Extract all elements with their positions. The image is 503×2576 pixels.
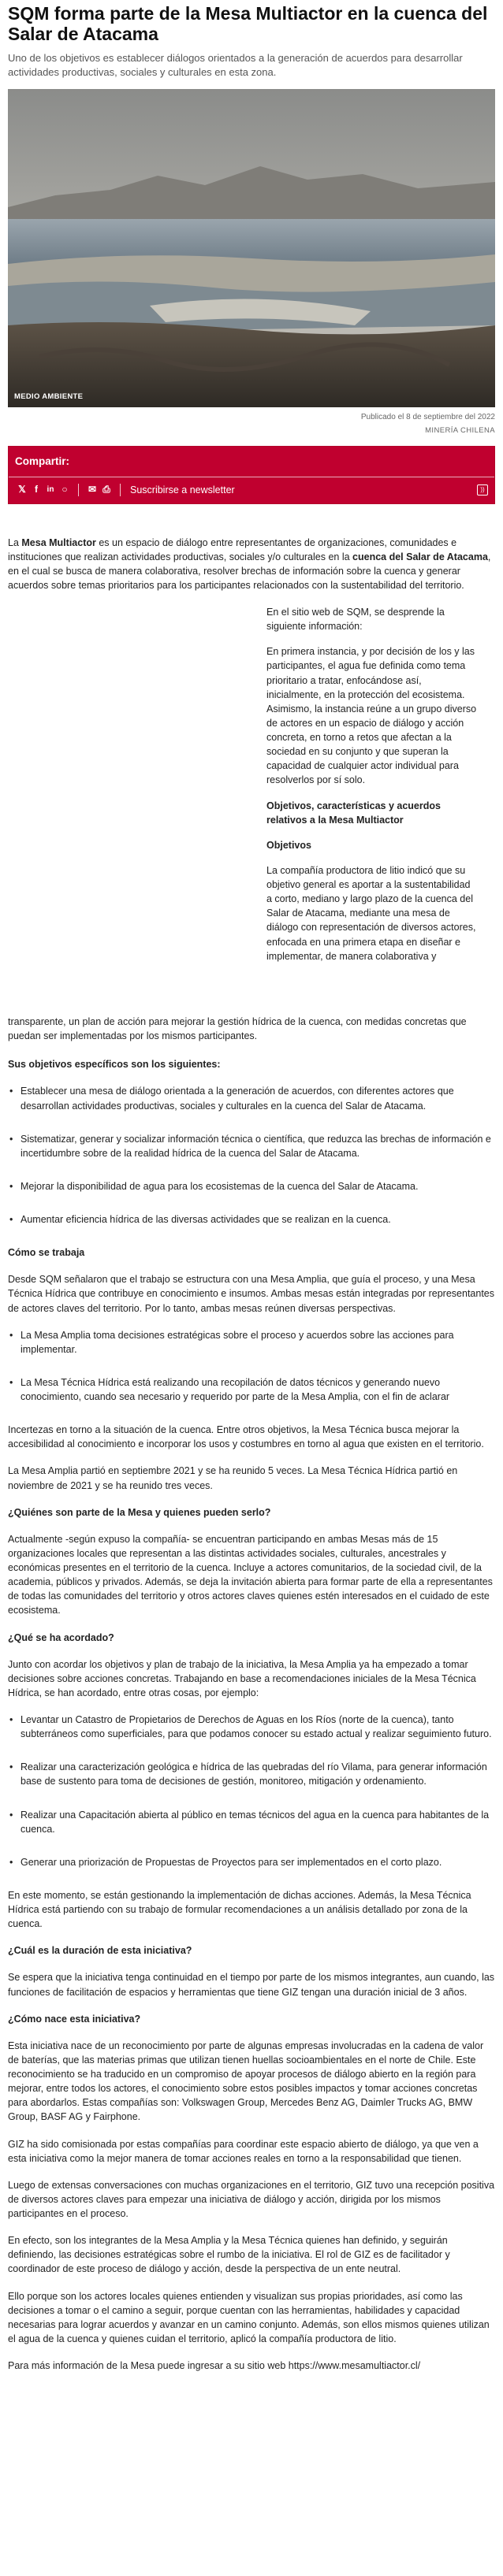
source-label: MINERÍA CHILENA: [425, 425, 495, 435]
paragraph: Luego de extensas conversaciones con muchas organizaciones en el territorio, GIZ tuvo una recepción positiva de diversos actores claves para empezar una iniciativa de diálogo y acción, dirigida por los mismos participantes en el proceso.: [8, 2179, 495, 2220]
list-item: • Realizar una caracterización geológica e hídrica de las quebradas del río Vilama, para generar información base de sustento para toma de decisiones de gestión, monitoreo, mitigación y ordenamiento.: [8, 1760, 495, 1788]
facebook-icon[interactable]: f: [35, 484, 38, 496]
print-icon[interactable]: ⎙: [102, 484, 110, 496]
section-heading: ¿Cuál es la duración de esta iniciativa?: [8, 1945, 192, 1957]
text: cuenca del Salar de Atacama: [352, 551, 488, 562]
share-divider: [120, 484, 121, 496]
hero-photo: [8, 89, 495, 407]
paragraph: En efecto, son los integrantes de la Mesa Amplia y la Mesa Técnica quienes han definido, y seguirán definiendo, las decisiones estratégicas sobre el rumbo de la iniciativa. El rol de GIZ es de facilitador y coordinador de este proceso de diálogo y acción, desde la perspectiva de un ente neutral.: [8, 2235, 450, 2275]
share-box: [8, 446, 495, 504]
share-bar: [9, 477, 494, 503]
paragraph: Esta iniciativa nace de un reconocimiento por parte de algunas empresas involucradas en la cadena de valor de baterías, que las materias primas que utilizan tienen huellas socioambientales en el norte de Chile. Este reconocimiento se ha traducido en un compromiso de apoyar procesos de diálogo abierto en la región para mejorar, entre todos los actores, el conocimiento sobre estos posibles impactos y tomar acciones concretas para abordarlos. Estas compañías son: Volkswagen Group, Mercedes Benz AG, Daimler Trucks AG, BMW Group, BASF AG y Fairphone.: [8, 2040, 484, 2123]
salar-landscape-image: [8, 89, 495, 407]
subheading: Objetivos, características y acuerdos relativos a la Mesa Multiactor: [266, 800, 441, 826]
publish-date: Publicado el 8 de septiembre del 2022: [360, 413, 495, 422]
paragraph: transparente, un plan de acción para mejorar la gestión hídrica de la cuenca, con medidas concretas que puedan ser implementadas por los mismos participantes.: [8, 1016, 467, 1042]
list-item: • Realizar una Capacitación abierta al público en temas técnicos del agua en la cuenca para habitantes de la cuenca.: [8, 1808, 495, 1836]
paragraph: GIZ ha sido comisionada por estas compañías para coordinar este espacio abierto de diálogo, ya que ven a esta iniciativa como la mejor manera de tomar acciones reales en torno a la responsabilidad que tienen.: [8, 2138, 479, 2164]
linkedin-icon[interactable]: in: [47, 484, 54, 494]
list-item: • Aumentar eficiencia hídrica de las diversas actividades que se realizan en la cuenca.: [8, 1212, 495, 1227]
photo-category-tag: MEDIO AMBIENTE: [14, 392, 84, 402]
sqm-quote-box: [266, 605, 478, 963]
whatsapp-icon[interactable]: ○: [61, 484, 68, 496]
list-item: • Establecer una mesa de diálogo orientada a la generación de acuerdos, con diferentes actores que desarrollan actividades productivas, sociales y culturales en la cuenca del Salar de Atacama.: [8, 1084, 495, 1112]
list-item: • Mejorar la disponibilidad de agua para los ecosistemas de la cuenca del Salar de Atacama.: [8, 1179, 495, 1193]
list-item: • La Mesa Técnica Hídrica está realizando una recopilación de datos técnicos y generando nuevo conocimiento, cuando sea necesario y requerido por parte de la Mesa Amplia, con el fin de aclarar: [8, 1375, 495, 1404]
paragraph: Desde SQM señalaron que el trabajo se estructura con una Mesa Amplia, que guía el proceso, y una Mesa Técnica Hídrica que contribuye en conocimiento e insumos. Ambas mesas están integradas por representantes de actores claves del territorio. Por lo tanto, ambas mesas reúnen diversas perspectivas.: [8, 1274, 494, 1314]
paragraph: La Mesa Amplia partió en septiembre 2021 y se ha reunido 5 veces. La Mesa Técnica Hídrica partió en noviembre de 2021 y se ha reunido tres veces.: [8, 1465, 458, 1491]
section-heading: ¿Qué se ha acordado?: [8, 1631, 114, 1643]
text: , en el cual se busca de manera colaborativa, resolver brechas de información sobre la cuenca y generar acuerdos sobre temas prioritarios para los participantes relacionados con la sustentabilidad del territorio.: [8, 551, 491, 591]
list-item: • Levantar un Catastro de Propietarios de Derechos de Aguas en los Ríos (norte de la cuenca), tanto subterráneos como superficiales, para que podamos conocer su estado actual y realizar seguimiento futuro.: [8, 1713, 495, 1741]
paragraph: Actualmente -según expuso la compañía- se encuentran participando en ambas Mesas más de 15 organizaciones locales que representan a las distintas actividades sociales, culturales, ancestrales y económicas presentes en el territorio de la cuenca. Incluye a actores comunitarios, de la sociedad civil, de la academia, públicos y privados. Además, se deja la invitación abierta para formar parte de ella a representantes de todas las comunidades del territorio y otros actores claves quienes estén interesados en el cuidado de este ecosistema.: [8, 1533, 493, 1616]
paragraph: Se espera que la iniciativa tenga continuidad en el tiempo por parte de los mismos integrantes, aun cuando, las funciones de facilitación de espacios y herramientas que tiene GIZ tengan una duración inicial de 3 años.: [8, 1972, 495, 1998]
agreements-list: [8, 1713, 495, 1869]
email-icon[interactable]: ✉: [88, 484, 97, 496]
article-body: [8, 536, 495, 2374]
subheading: Objetivos: [266, 839, 311, 851]
paragraph: La compañía productora de litio indicó que su objetivo general es aportar a la sustentabilidad a corto, mediano y largo plazo de la cuenca del Salar de Atacama, mediante una mesa de diálogo con representación de diversos actores, enfocada en una primera etapa en diseñar e implementar, de manera colaborativa y: [266, 864, 476, 962]
paragraph: Junto con acordar los objetivos y plan de trabajo de la iniciativa, la Mesa Amplia ya ha empezado a tomar decisiones sobre acciones concretas. Trabajando en base a recomendaciones iniciales de la Mesa Técnica Hídrica, se han acordado, entre otras cosas, por ejemplo:: [8, 1658, 476, 1698]
paragraph: En el sitio web de SQM, se desprende la siguiente información:: [266, 607, 445, 633]
share-divider: [78, 484, 79, 496]
paragraph: Ello porque son los actores locales quienes entienden y visualizan sus propias prioridades, así como las decisiones a tomar o el camino a seguir, porque cuentan con las herramientas, habilidades y capacidad necesarias para lograr acuerdos y avanzar en un camino conjunto. Además, son ellos mismos quienes utilizan el agua de la cuenca y quienes cuidan el territorio, aplicó la compañía productora de litio.: [8, 2290, 490, 2344]
text: Mesa Multiactor: [21, 536, 96, 548]
section-heading: Cómo se trabaja: [8, 1247, 85, 1259]
website-link-paragraph[interactable]: Para más información de la Mesa puede ingresar a su sitio web https://www.mesamultiactor.cl/: [8, 2360, 421, 2372]
article: [0, 3, 503, 2373]
share-title: Compartir:: [9, 447, 494, 477]
text: La: [8, 536, 22, 548]
objectives-list: [8, 1084, 495, 1227]
list-item: • Sistematizar, generar y socializar información técnica o científica, que reduzca las brechas de información e incertidumbre sobre de la realidad hídrica de la cuenca del Salar de Atacama.: [8, 1132, 495, 1160]
mesas-list: [8, 1328, 495, 1405]
list-item: • La Mesa Amplia toma decisiones estratégicas sobre el proceso y acuerdos sobre las acciones para implementar.: [8, 1328, 495, 1357]
section-heading: Sus objetivos específicos son los siguientes:: [8, 1059, 221, 1071]
rss-icon[interactable]: )): [477, 484, 488, 496]
section-heading: ¿Cómo nace esta iniciativa?: [8, 2013, 141, 2025]
section-heading: ¿Quiénes son parte de la Mesa y quienes pueden serlo?: [8, 1506, 271, 1518]
paragraph: En este momento, se están gestionando la implementación de dichas acciones. Además, la Mesa Técnica Hídrica está partiendo con su trabajo de formular recomendaciones a un análisis detallado por zona de la cuenca.: [8, 1889, 471, 1930]
text: es un espacio de diálogo entre representantes de organizaciones, comunidades e instituciones que realizan actividades productivas, sociales y/o culturales en la: [8, 536, 457, 562]
article-lead: Uno de los objetivos es establecer diálogos orientados a la generación de acuerdos para desarrollar actividades productivas, sociales y culturales en esta zona.: [8, 51, 463, 79]
article-title: SQM forma parte de la Mesa Multiactor en la cuenca del Salar de Atacama: [8, 3, 488, 45]
intro-paragraph: [8, 536, 495, 593]
twitter-icon[interactable]: 𝕏: [18, 484, 26, 496]
list-item: • Generar una priorización de Propuestas de Proyectos para ser implementados en el corto plazo.: [8, 1855, 495, 1869]
paragraph: Incertezas en torno a la situación de la cuenca. Entre otros objetivos, la Mesa Técnica busca mejorar la accesibilidad al conocimiento e incorporar los usos y costumbres en torno al agua que existen en el territorio.: [8, 1424, 484, 1450]
newsletter-link[interactable]: Suscribirse a newsletter: [130, 484, 235, 496]
paragraph: En primera instancia, y por decisión de los y las participantes, el agua fue definida como tema prioritario a tratar, enfocándose así, inicialmente, en la protección del ecosistema. Asimismo, la instancia reúne a un grupo diverso de actores en un espacio de diálogo y acción concreta, en torno a retos que afectan a la sociedad en su conjunto y que superan la capacidad de cualquier actor individual para resolverlos por sí solo.: [266, 646, 477, 786]
